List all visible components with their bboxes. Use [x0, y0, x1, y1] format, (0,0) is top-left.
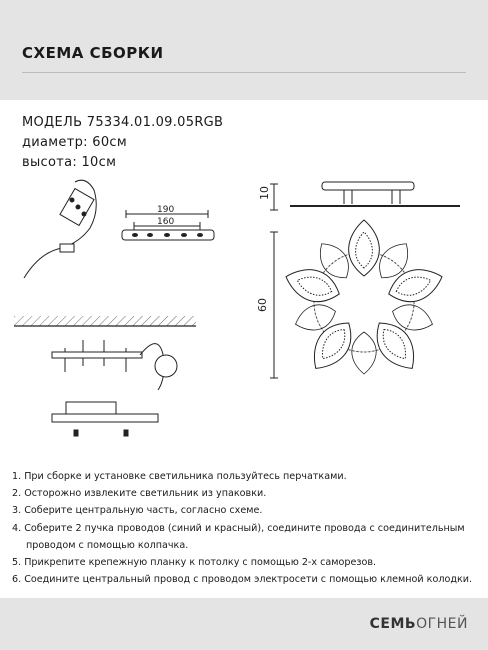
height-label: высота: 10см [22, 155, 117, 170]
instruction-1: 1. При сборке и установке светильника пользуйтесь перчатками. [12, 471, 347, 482]
instruction-4: 4. Соберите 2 пучка проводов (синий и красный), соедините провода с соединительным [12, 522, 465, 534]
instruction-4-continued: проводом с помощью колпачка. [26, 539, 189, 551]
brand-light: ОГНЕЙ [416, 616, 468, 632]
footer-band [0, 598, 488, 650]
dim-diameter: 60 [256, 298, 269, 312]
base-plate-side [52, 402, 158, 436]
instruction-5: 5. Прикрепите крепежную планку к потолку с помощью 2-х саморезов. [12, 557, 377, 569]
assembly-instructions [12, 468, 482, 588]
terminal-block-detail [24, 180, 96, 278]
mounting-bracket [122, 205, 214, 240]
side-view [258, 182, 460, 210]
brand-bold: СЕМЬ [369, 616, 417, 632]
instruction-6: 6. Соедините центральный провод с проводом электросети с помощью клемной колодки. [12, 574, 473, 586]
top-view [256, 220, 447, 378]
brand-logo [370, 616, 468, 632]
petal [349, 220, 380, 276]
page-title: СХЕМА СБОРКИ [22, 44, 164, 62]
instruction-3: 3. Соберите центральную часть, согласно схеме. [12, 505, 263, 517]
diameter-label: диаметр: 60см [22, 135, 127, 150]
instruction-2: 2. Осторожно извлеките светильник из упаковки. [12, 488, 267, 500]
ceiling-mount-diagram [14, 316, 196, 390]
dim-height: 10 [258, 186, 271, 200]
model-label: МОДЕЛЬ 75334.01.09.05RGB [22, 115, 224, 130]
dim-160: 160 [157, 217, 175, 227]
dim-190: 190 [157, 205, 175, 215]
